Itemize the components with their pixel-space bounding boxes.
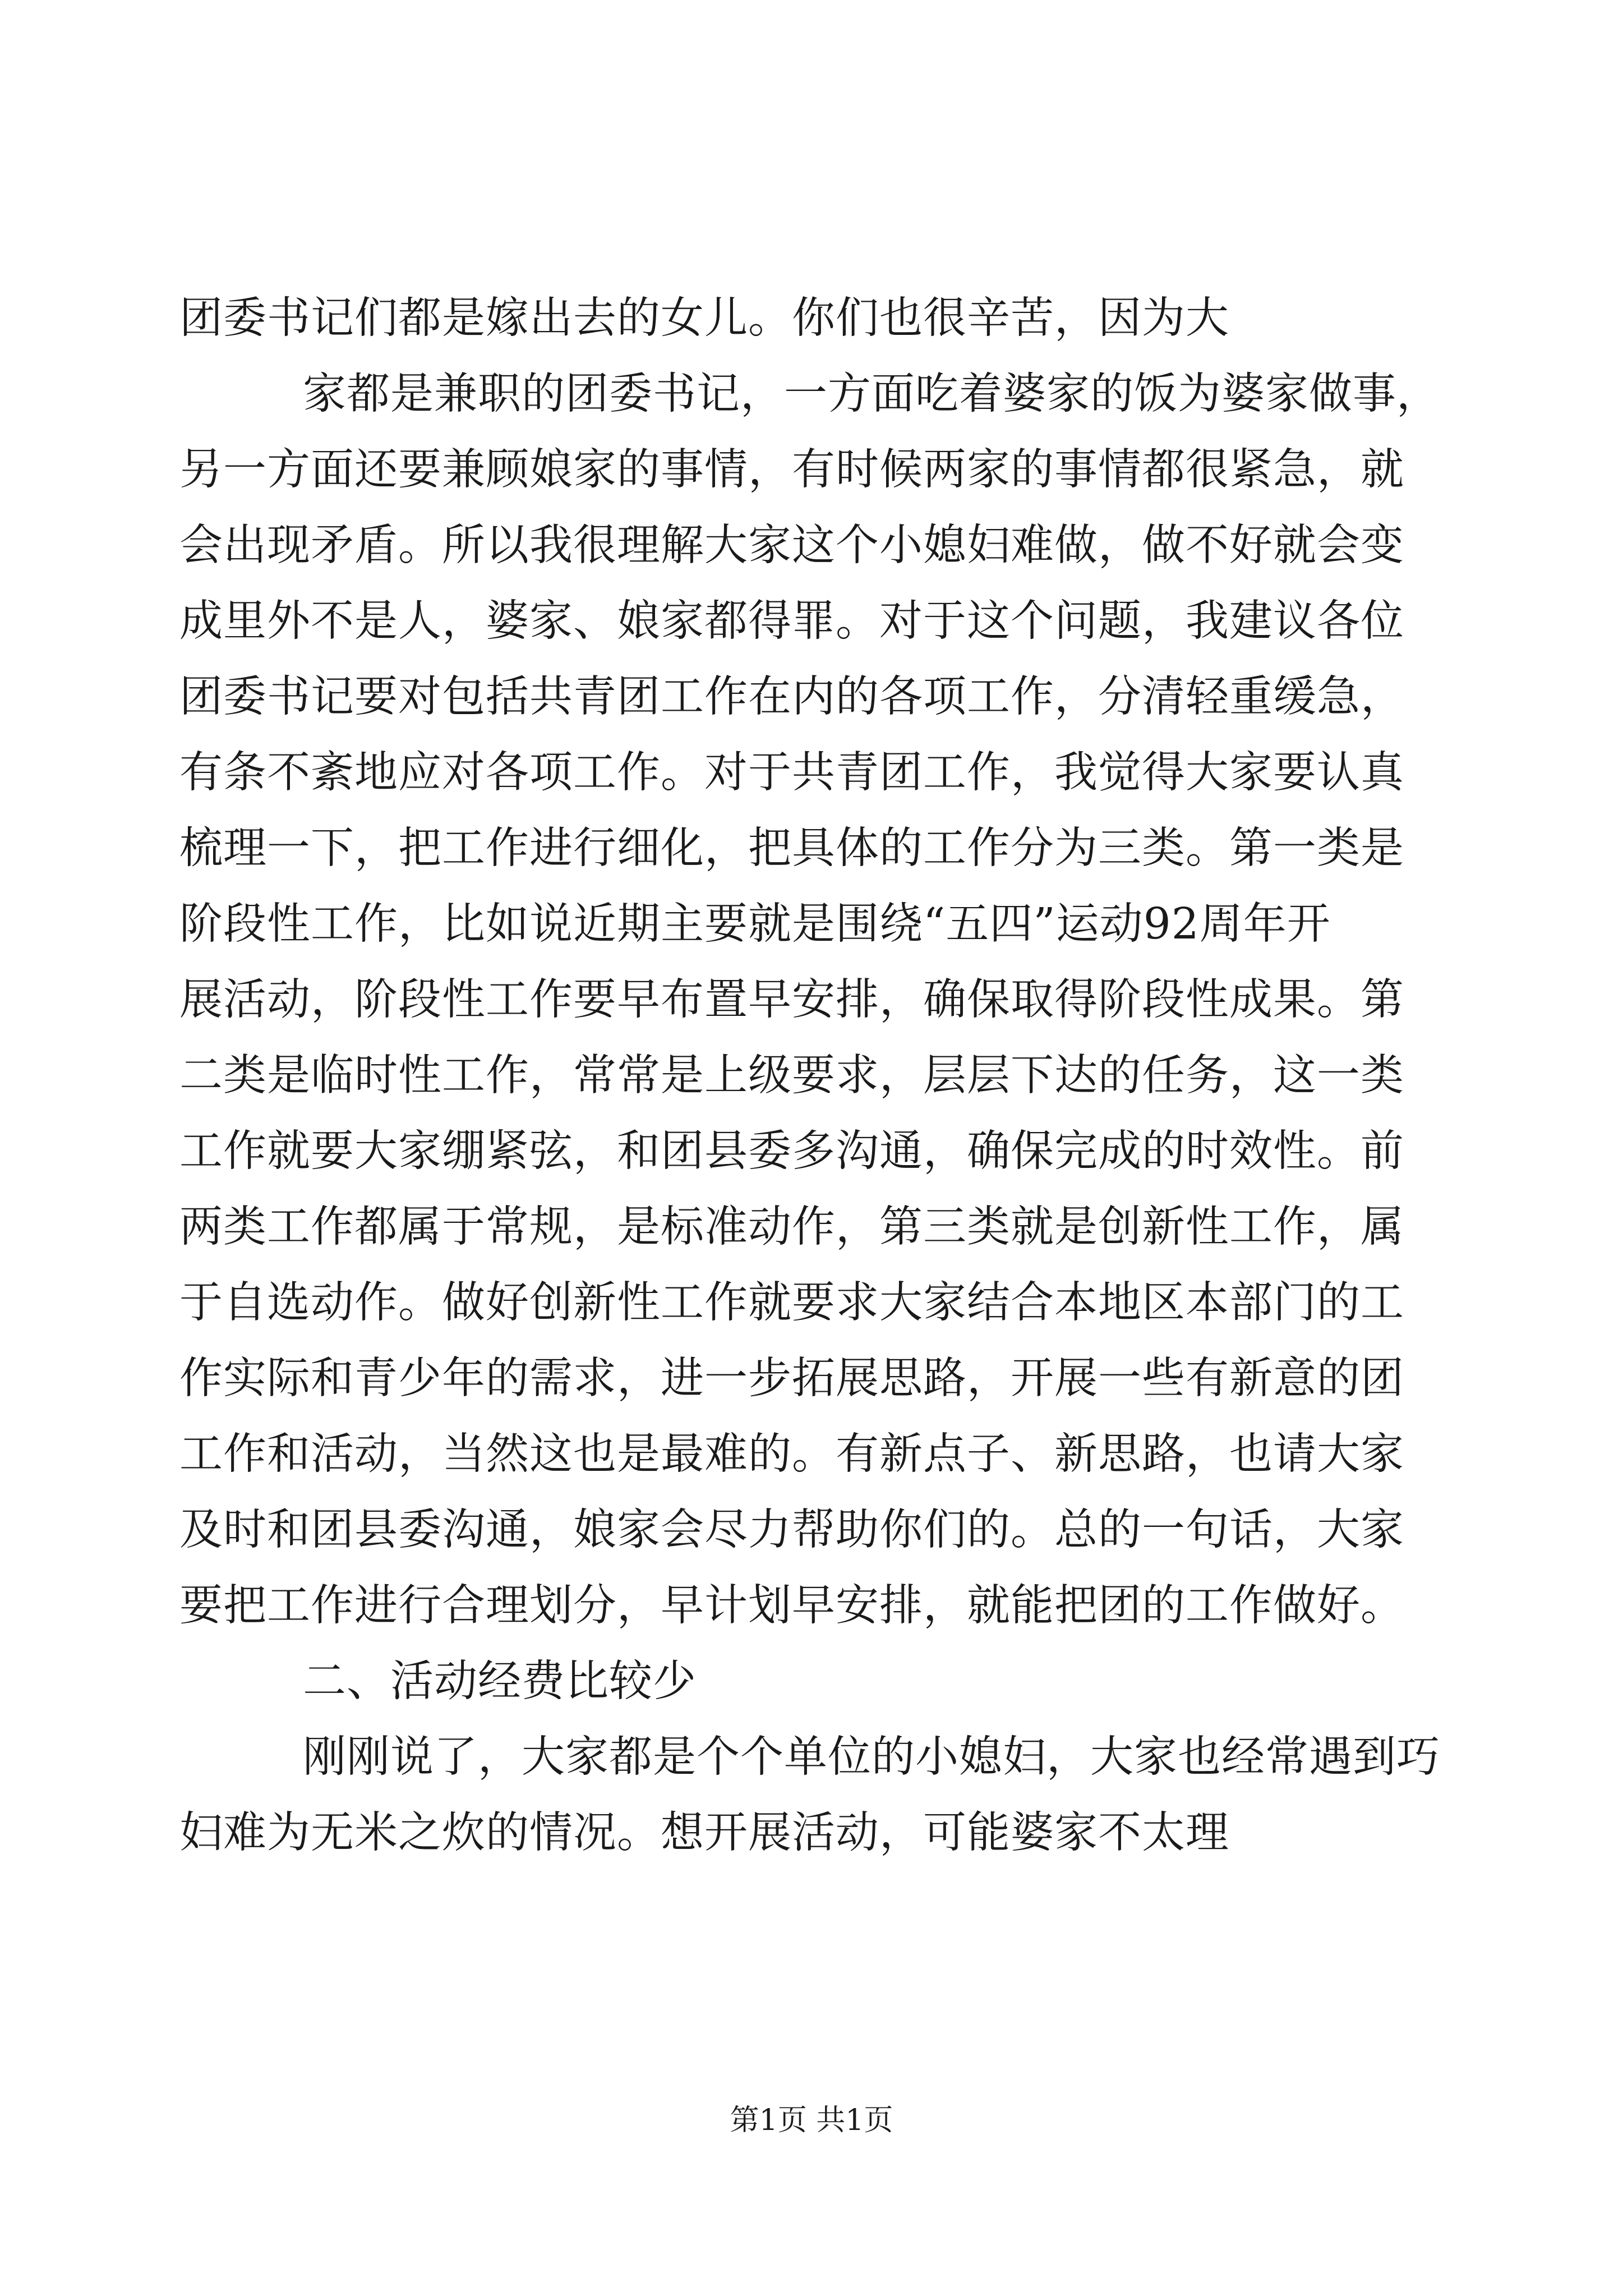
paragraph-start-line: 刚刚说了，大家都是个个单位的小媳妇，大家也经常遇到巧 — [303, 1732, 1440, 1782]
text-line: 梳理一下，把工作进行细化，把具体的工作分为三类。第一类是 — [179, 823, 1404, 873]
text-line: 阶段性工作，比如说近期主要就是围绕“五四”运动92周年开 — [179, 899, 1331, 949]
paragraph-start-line: 家都是兼职的团委书记，一方面吃着婆家的饭为婆家做事， — [303, 369, 1440, 419]
text-line: 作实际和青少年的需求，进一步拓展思路，开展一些有新意的团 — [179, 1354, 1404, 1404]
text-line: 要把工作进行合理划分，早计划早安排，就能把团的工作做好。 — [179, 1581, 1404, 1631]
text-line: 会出现矛盾。所以我很理解大家这个小媳妇难做，做不好就会变 — [179, 521, 1404, 570]
text-line: 两类工作都属于常规，是标准动作，第三类就是创新性工作，属 — [179, 1202, 1404, 1252]
text-line: 成里外不是人，婆家、娘家都得罪。对于这个问题，我建议各位 — [179, 596, 1404, 646]
page-footer: 第1页 共1页 — [730, 2104, 893, 2137]
text-line: 妇难为无米之炊的情况。想开展活动，可能婆家不太理 — [179, 1808, 1229, 1858]
text-line: 团委书记们都是嫁出去的女儿。你们也很辛苦，因为大 — [179, 293, 1229, 343]
text-line: 工作就要大家绷紧弦，和团县委多沟通，确保完成的时效性。前 — [179, 1126, 1404, 1176]
text-line: 工作和活动，当然这也是最难的。有新点子、新思路，也请大家 — [179, 1429, 1404, 1479]
text-line: 及时和团县委沟通，娘家会尽力帮助你们的。总的一句话，大家 — [179, 1505, 1404, 1555]
text-line: 二类是临时性工作，常常是上级要求，层层下达的任务，这一类 — [179, 1051, 1404, 1101]
text-line: 展活动，阶段性工作要早布置早安排，确保取得阶段性成果。第 — [179, 975, 1404, 1025]
text-line: 有条不紊地应对各项工作。对于共青团工作，我觉得大家要认真 — [179, 748, 1404, 798]
section-heading: 二、活动经费比较少 — [303, 1657, 697, 1706]
text-line: 团委书记要对包括共青团工作在内的各项工作，分清轻重缓急， — [179, 672, 1404, 722]
text-line: 于自选动作。做好创新性工作就要求大家结合本地区本部门的工 — [179, 1278, 1404, 1328]
text-line: 另一方面还要兼顾娘家的事情，有时候两家的事情都很紧急，就 — [179, 445, 1404, 495]
